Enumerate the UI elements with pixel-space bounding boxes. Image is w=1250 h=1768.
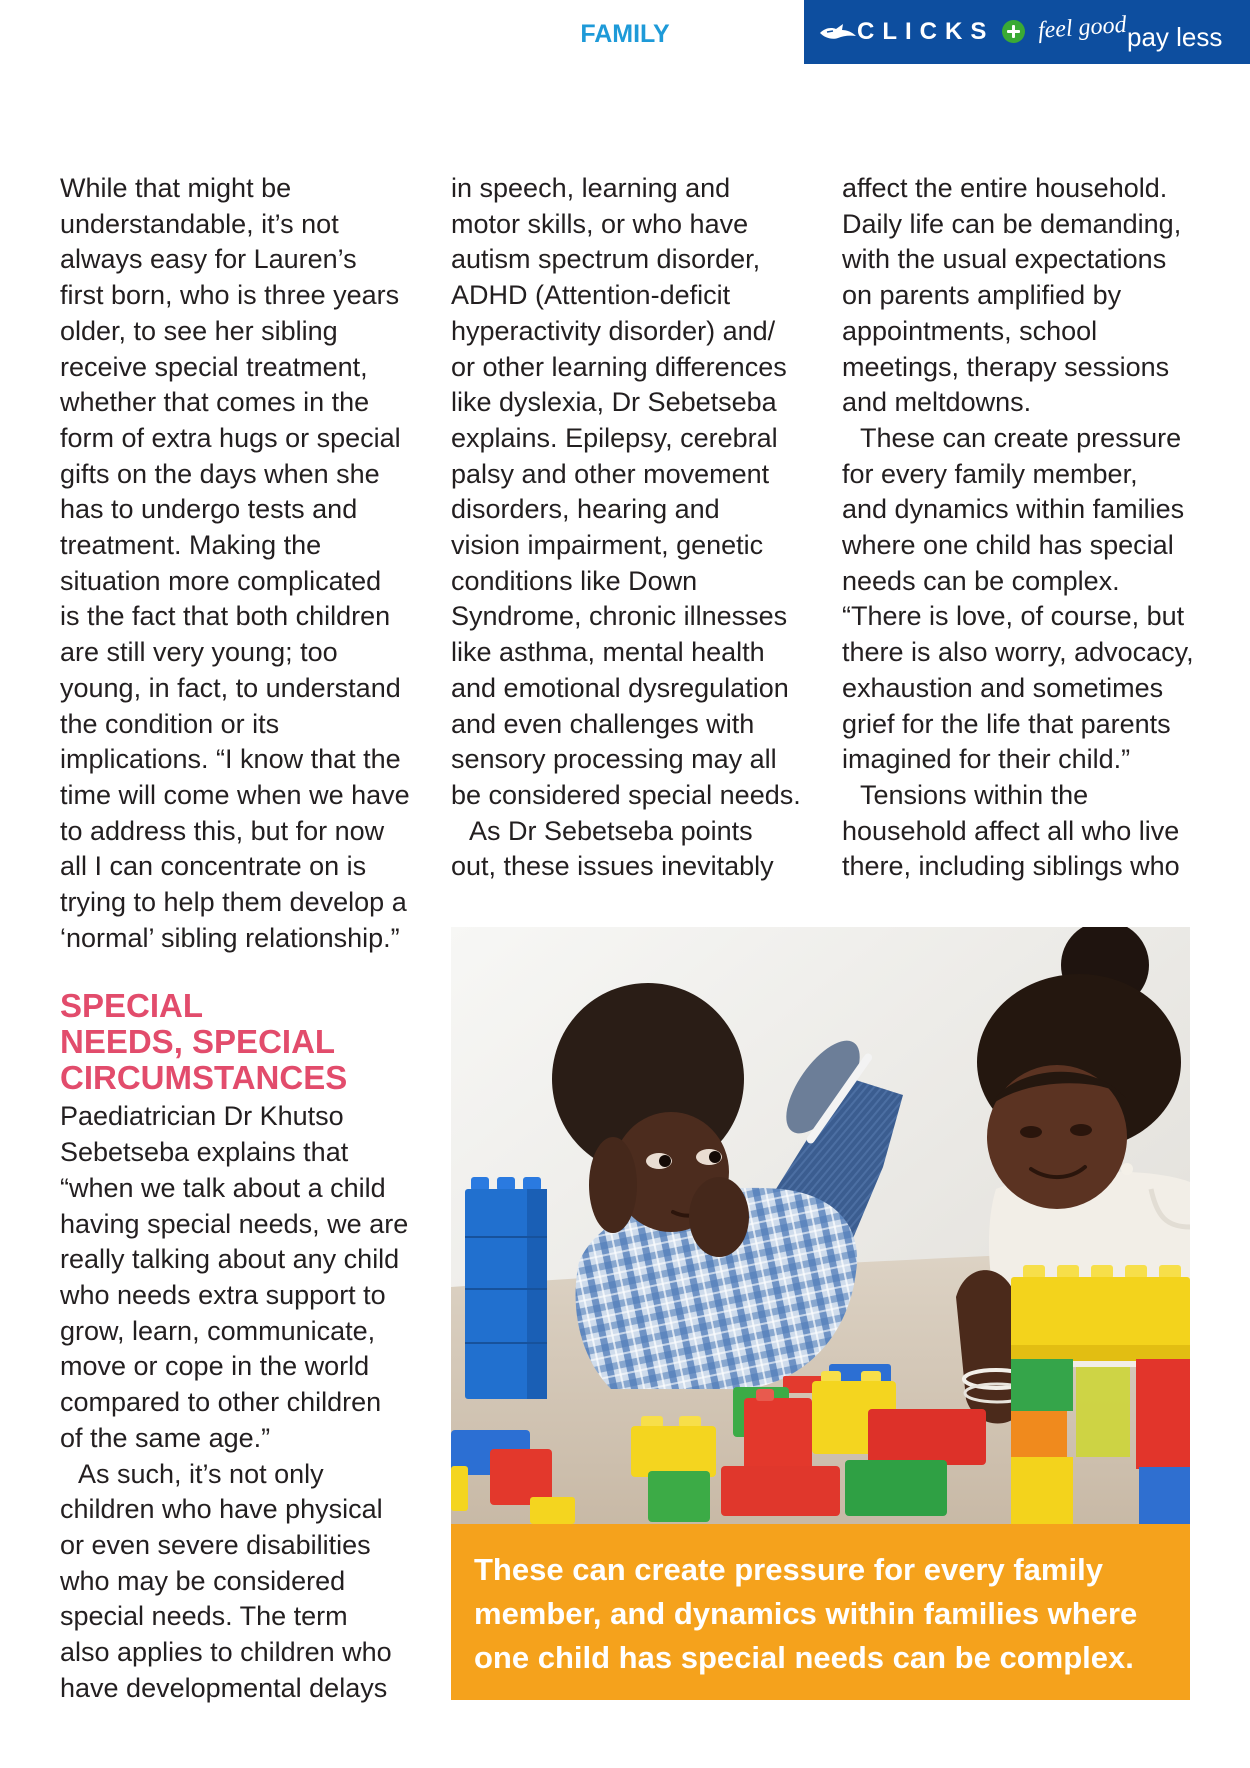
body-text-line: all I can concentrate on is — [60, 851, 367, 882]
paragraph — [451, 171, 821, 814]
section-heading — [60, 988, 430, 1096]
pull-quote — [451, 1524, 1190, 1700]
body-text-line: exhaustion and sometimes — [842, 672, 1164, 703]
body-text-line: has to undergo tests and — [60, 494, 358, 525]
body-text-line: affect the entire household. — [842, 173, 1168, 203]
body-text-line: “There is love, of course, but — [842, 601, 1185, 632]
paragraph — [451, 814, 821, 885]
body-text-line: sensory processing may all — [451, 744, 777, 775]
paragraph — [842, 171, 1212, 421]
body-text-line: needs can be complex. — [842, 565, 1120, 596]
brand-tagline: pay less — [1127, 22, 1223, 52]
body-text-line: there is also worry, advocacy, — [842, 637, 1194, 668]
body-text-line: Paediatrician Dr Khutso — [60, 1101, 344, 1132]
paragraph — [60, 171, 430, 956]
body-text-line: have developmental delays — [60, 1672, 388, 1703]
body-text-line: for every family member, — [842, 458, 1138, 489]
body-text-line: first born, who is three years — [60, 280, 400, 311]
body-text-line: compared to other children — [60, 1387, 382, 1418]
photo-illustration — [451, 927, 1190, 1524]
body-text-line: hyperactivity disorder) and/ — [451, 315, 776, 346]
body-text-line: out, these issues inevitably — [451, 851, 774, 882]
body-text-line: are still very young; too — [60, 637, 338, 668]
pull-quote-line: These can create pressure for every family — [474, 1552, 1103, 1587]
body-text-line: older, to see her sibling — [60, 315, 338, 346]
heading-line: SPECIAL — [60, 987, 204, 1025]
body-text-line: household affect all who live — [842, 815, 1180, 846]
body-text-line: “when we talk about a child — [60, 1172, 386, 1203]
bird-logo-icon — [819, 22, 857, 42]
body-text-line: motor skills, or who have — [451, 208, 749, 239]
body-text-line: and dynamics within families — [842, 494, 1185, 525]
body-text-line: grow, learn, communicate, — [60, 1315, 376, 1346]
body-text-line: grief for the life that parents — [842, 708, 1171, 739]
body-text-line: where one child has special — [842, 530, 1174, 561]
body-text-line: of the same age.” — [60, 1422, 271, 1453]
body-text-line: conditions like Down — [451, 565, 698, 596]
body-text-line: to address this, but for now — [60, 815, 385, 846]
brand-script-tagline: feel good — [1037, 11, 1128, 44]
article-column-3 — [842, 171, 1212, 885]
body-text-line: imagined for their child.” — [842, 744, 1131, 775]
section-title: FAMILY — [580, 20, 670, 48]
body-text-line: implications. “I know that the — [60, 744, 401, 775]
article-column-1 — [60, 171, 430, 1706]
paragraph — [842, 778, 1212, 885]
body-text-line: While that might be — [60, 173, 292, 203]
body-text-line: and even challenges with — [451, 708, 755, 739]
body-text-line: and meltdowns. — [842, 387, 1032, 418]
body-text-line: who may be considered — [60, 1565, 346, 1596]
body-text-line: like asthma, mental health — [451, 637, 765, 668]
body-text-line: As Dr Sebetseba points — [469, 815, 753, 846]
paragraph — [842, 421, 1212, 778]
body-text-line: like dyslexia, Dr Sebetseba — [451, 387, 777, 418]
body-text-line: appointments, school — [842, 315, 1098, 346]
body-text-line: Syndrome, chronic illnesses — [451, 601, 788, 632]
article-column-2 — [451, 171, 821, 885]
paragraph — [60, 1099, 430, 1456]
body-text-line: in speech, learning and — [451, 173, 731, 203]
brand-banner — [804, 0, 1250, 64]
body-text-line: autism spectrum disorder, — [451, 244, 761, 275]
body-text-line: the condition or its — [60, 708, 280, 739]
body-text-line: who needs extra support to — [60, 1279, 386, 1310]
body-text-line: vision impairment, genetic — [451, 530, 764, 561]
body-text-line: Tensions within the — [860, 779, 1089, 810]
body-text-line: whether that comes in the — [60, 387, 370, 418]
body-text-line: gifts on the days when she — [60, 458, 380, 489]
body-text-line: always easy for Lauren’s — [60, 244, 357, 275]
body-text-line: young, in fact, to understand — [60, 672, 401, 703]
pull-quote-line: member, and dynamics within families where — [474, 1596, 1138, 1631]
pull-quote-line: one child has special needs can be complex. — [474, 1640, 1134, 1675]
body-text-line: Daily life can be demanding, — [842, 208, 1182, 239]
body-text-line: and emotional dysregulation — [451, 672, 789, 703]
heading-line: CIRCUMSTANCES — [60, 1059, 348, 1097]
body-text-line: children who have physical — [60, 1494, 383, 1525]
body-text-line: palsy and other movement — [451, 458, 770, 489]
body-text-line: also applies to children who — [60, 1637, 392, 1668]
article-photo — [451, 927, 1190, 1524]
body-text-line: or other learning differences — [451, 351, 787, 382]
body-text-line: receive special treatment, — [60, 351, 368, 382]
body-text-line: treatment. Making the — [60, 530, 322, 561]
body-text-line: meetings, therapy sessions — [842, 351, 1170, 382]
body-text-line: situation more complicated — [60, 565, 382, 596]
body-text-line: understandable, it’s not — [60, 208, 339, 239]
plus-icon — [1002, 20, 1025, 43]
body-text-line: As such, it’s not only — [78, 1458, 324, 1489]
body-text-line: Sebetseba explains that — [60, 1137, 349, 1168]
body-text-line: really talking about any child — [60, 1244, 400, 1275]
body-text-line: is the fact that both children — [60, 601, 391, 632]
body-text-line: with the usual expectations — [842, 244, 1167, 275]
body-text-line: there, including siblings who — [842, 851, 1180, 882]
body-text-line: on parents amplified by — [842, 280, 1122, 311]
blue-block-tower — [465, 1177, 547, 1399]
body-text-line: move or cope in the world — [60, 1351, 370, 1382]
body-text-line: ‘normal’ sibling relationship.” — [60, 922, 400, 953]
body-text-line: trying to help them develop a — [60, 887, 407, 918]
body-text-line: be considered special needs. — [451, 779, 801, 810]
body-text-line: having special needs, we are — [60, 1208, 409, 1239]
body-text-line: form of extra hugs or special — [60, 422, 401, 453]
body-text-line: special needs. The term — [60, 1601, 348, 1632]
body-text-line: disorders, hearing and — [451, 494, 720, 525]
heading-line: NEEDS, SPECIAL — [60, 1023, 336, 1061]
body-text-line: time will come when we have — [60, 779, 410, 810]
body-text-line: or even severe disabilities — [60, 1529, 371, 1560]
body-text-line: explains. Epilepsy, cerebral — [451, 422, 778, 453]
paragraph — [60, 1457, 430, 1707]
brand-logo-text: CLICKS — [857, 18, 995, 45]
body-text-line: ADHD (Attention-deficit — [451, 280, 731, 311]
body-text-line: These can create pressure — [860, 422, 1182, 453]
